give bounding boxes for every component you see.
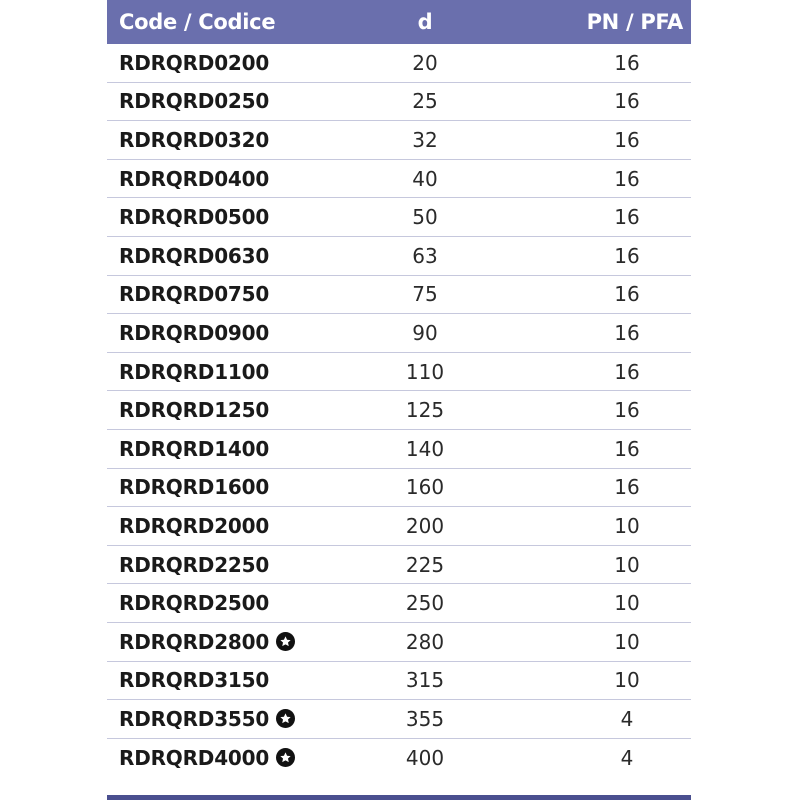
cell-pn: 16 xyxy=(614,320,640,345)
cell-pn: 16 xyxy=(614,50,640,75)
code-text: RDRQRD2000 xyxy=(119,513,270,538)
table-row xyxy=(107,237,691,276)
cell-code xyxy=(107,360,342,384)
table-row xyxy=(107,121,691,160)
cell-code xyxy=(107,398,342,422)
table-body xyxy=(107,44,691,777)
cell-code xyxy=(107,668,342,692)
cell-pn: 16 xyxy=(614,398,640,423)
table-row xyxy=(107,44,691,83)
header-pn: PN / PFA xyxy=(586,10,683,34)
table-row xyxy=(107,546,691,585)
table-row xyxy=(107,662,691,701)
table-row xyxy=(107,314,691,353)
cell-d: 25 xyxy=(412,89,438,114)
cell-pn: 4 xyxy=(620,745,634,770)
code-text: RDRQRD1100 xyxy=(119,359,270,384)
table-row xyxy=(107,391,691,430)
code-text: RDRQRD2250 xyxy=(119,552,270,577)
cell-pn: 4 xyxy=(620,706,634,731)
code-text: RDRQRD0630 xyxy=(119,243,270,268)
bottom-bar xyxy=(107,795,691,800)
table-row xyxy=(107,469,691,508)
code-text: RDRQRD0200 xyxy=(119,50,270,75)
cell-d: 20 xyxy=(412,50,438,75)
cell-pn: 10 xyxy=(614,591,640,616)
cell-pn: 10 xyxy=(614,629,640,654)
cell-code xyxy=(107,437,342,461)
cell-d: 250 xyxy=(405,591,445,616)
cell-d: 400 xyxy=(405,745,445,770)
cell-d: 32 xyxy=(412,127,438,152)
table-row xyxy=(107,198,691,237)
cell-d: 160 xyxy=(405,475,445,500)
cell-d: 280 xyxy=(405,629,445,654)
cell-d: 40 xyxy=(412,166,438,191)
code-text: RDRQRD1600 xyxy=(119,475,270,500)
cell-d: 200 xyxy=(405,513,445,538)
table-row xyxy=(107,584,691,623)
table-row xyxy=(107,430,691,469)
star-circle-icon xyxy=(276,632,295,651)
cell-pn: 16 xyxy=(614,243,640,268)
cell-code xyxy=(107,244,342,268)
star-circle-icon xyxy=(276,748,295,767)
cell-code xyxy=(107,89,342,113)
cell-d: 315 xyxy=(405,668,445,693)
cell-code xyxy=(107,51,342,75)
cell-pn: 16 xyxy=(614,436,640,461)
table-header xyxy=(107,0,691,44)
cell-code xyxy=(107,128,342,152)
code-text: RDRQRD1400 xyxy=(119,436,270,461)
cell-pn: 16 xyxy=(614,166,640,191)
cell-pn: 16 xyxy=(614,89,640,114)
code-text: RDRQRD3550 xyxy=(119,706,270,731)
cell-pn: 16 xyxy=(614,475,640,500)
header-code: Code / Codice xyxy=(119,10,276,34)
star-circle-icon xyxy=(276,709,295,728)
code-text: RDRQRD2500 xyxy=(119,591,270,616)
cell-pn: 10 xyxy=(614,668,640,693)
cell-d: 125 xyxy=(405,398,445,423)
cell-code xyxy=(107,707,342,731)
cell-d: 50 xyxy=(412,205,438,230)
cell-pn: 16 xyxy=(614,282,640,307)
cell-pn: 10 xyxy=(614,513,640,538)
table-row xyxy=(107,353,691,392)
cell-code xyxy=(107,282,342,306)
code-text: RDRQRD4000 xyxy=(119,745,270,770)
cell-d: 63 xyxy=(412,243,438,268)
table-row xyxy=(107,700,691,739)
cell-d: 355 xyxy=(405,706,445,731)
cell-code xyxy=(107,553,342,577)
table-row xyxy=(107,83,691,122)
cell-d: 110 xyxy=(405,359,445,384)
cell-code xyxy=(107,591,342,615)
table-row xyxy=(107,623,691,662)
cell-code xyxy=(107,205,342,229)
code-text: RDRQRD1250 xyxy=(119,398,270,423)
cell-pn: 16 xyxy=(614,127,640,152)
cell-pn: 16 xyxy=(614,359,640,384)
cell-d: 225 xyxy=(405,552,445,577)
cell-d: 75 xyxy=(412,282,438,307)
code-text: RDRQRD3150 xyxy=(119,668,270,693)
code-text: RDRQRD2800 xyxy=(119,629,270,654)
product-table xyxy=(107,0,691,777)
cell-code xyxy=(107,475,342,499)
cell-code xyxy=(107,630,342,654)
cell-d: 140 xyxy=(405,436,445,461)
table-row xyxy=(107,507,691,546)
code-text: RDRQRD0900 xyxy=(119,320,270,345)
table-row xyxy=(107,160,691,199)
cell-pn: 16 xyxy=(614,205,640,230)
cell-pn: 10 xyxy=(614,552,640,577)
cell-code xyxy=(107,514,342,538)
table-row xyxy=(107,739,691,778)
cell-code xyxy=(107,167,342,191)
code-text: RDRQRD0320 xyxy=(119,127,270,152)
code-text: RDRQRD0250 xyxy=(119,89,270,114)
cell-code xyxy=(107,746,342,770)
code-text: RDRQRD0750 xyxy=(119,282,270,307)
code-text: RDRQRD0500 xyxy=(119,205,270,230)
header-d: d xyxy=(417,10,433,34)
cell-code xyxy=(107,321,342,345)
cell-d: 90 xyxy=(412,320,438,345)
table-row xyxy=(107,276,691,315)
code-text: RDRQRD0400 xyxy=(119,166,270,191)
